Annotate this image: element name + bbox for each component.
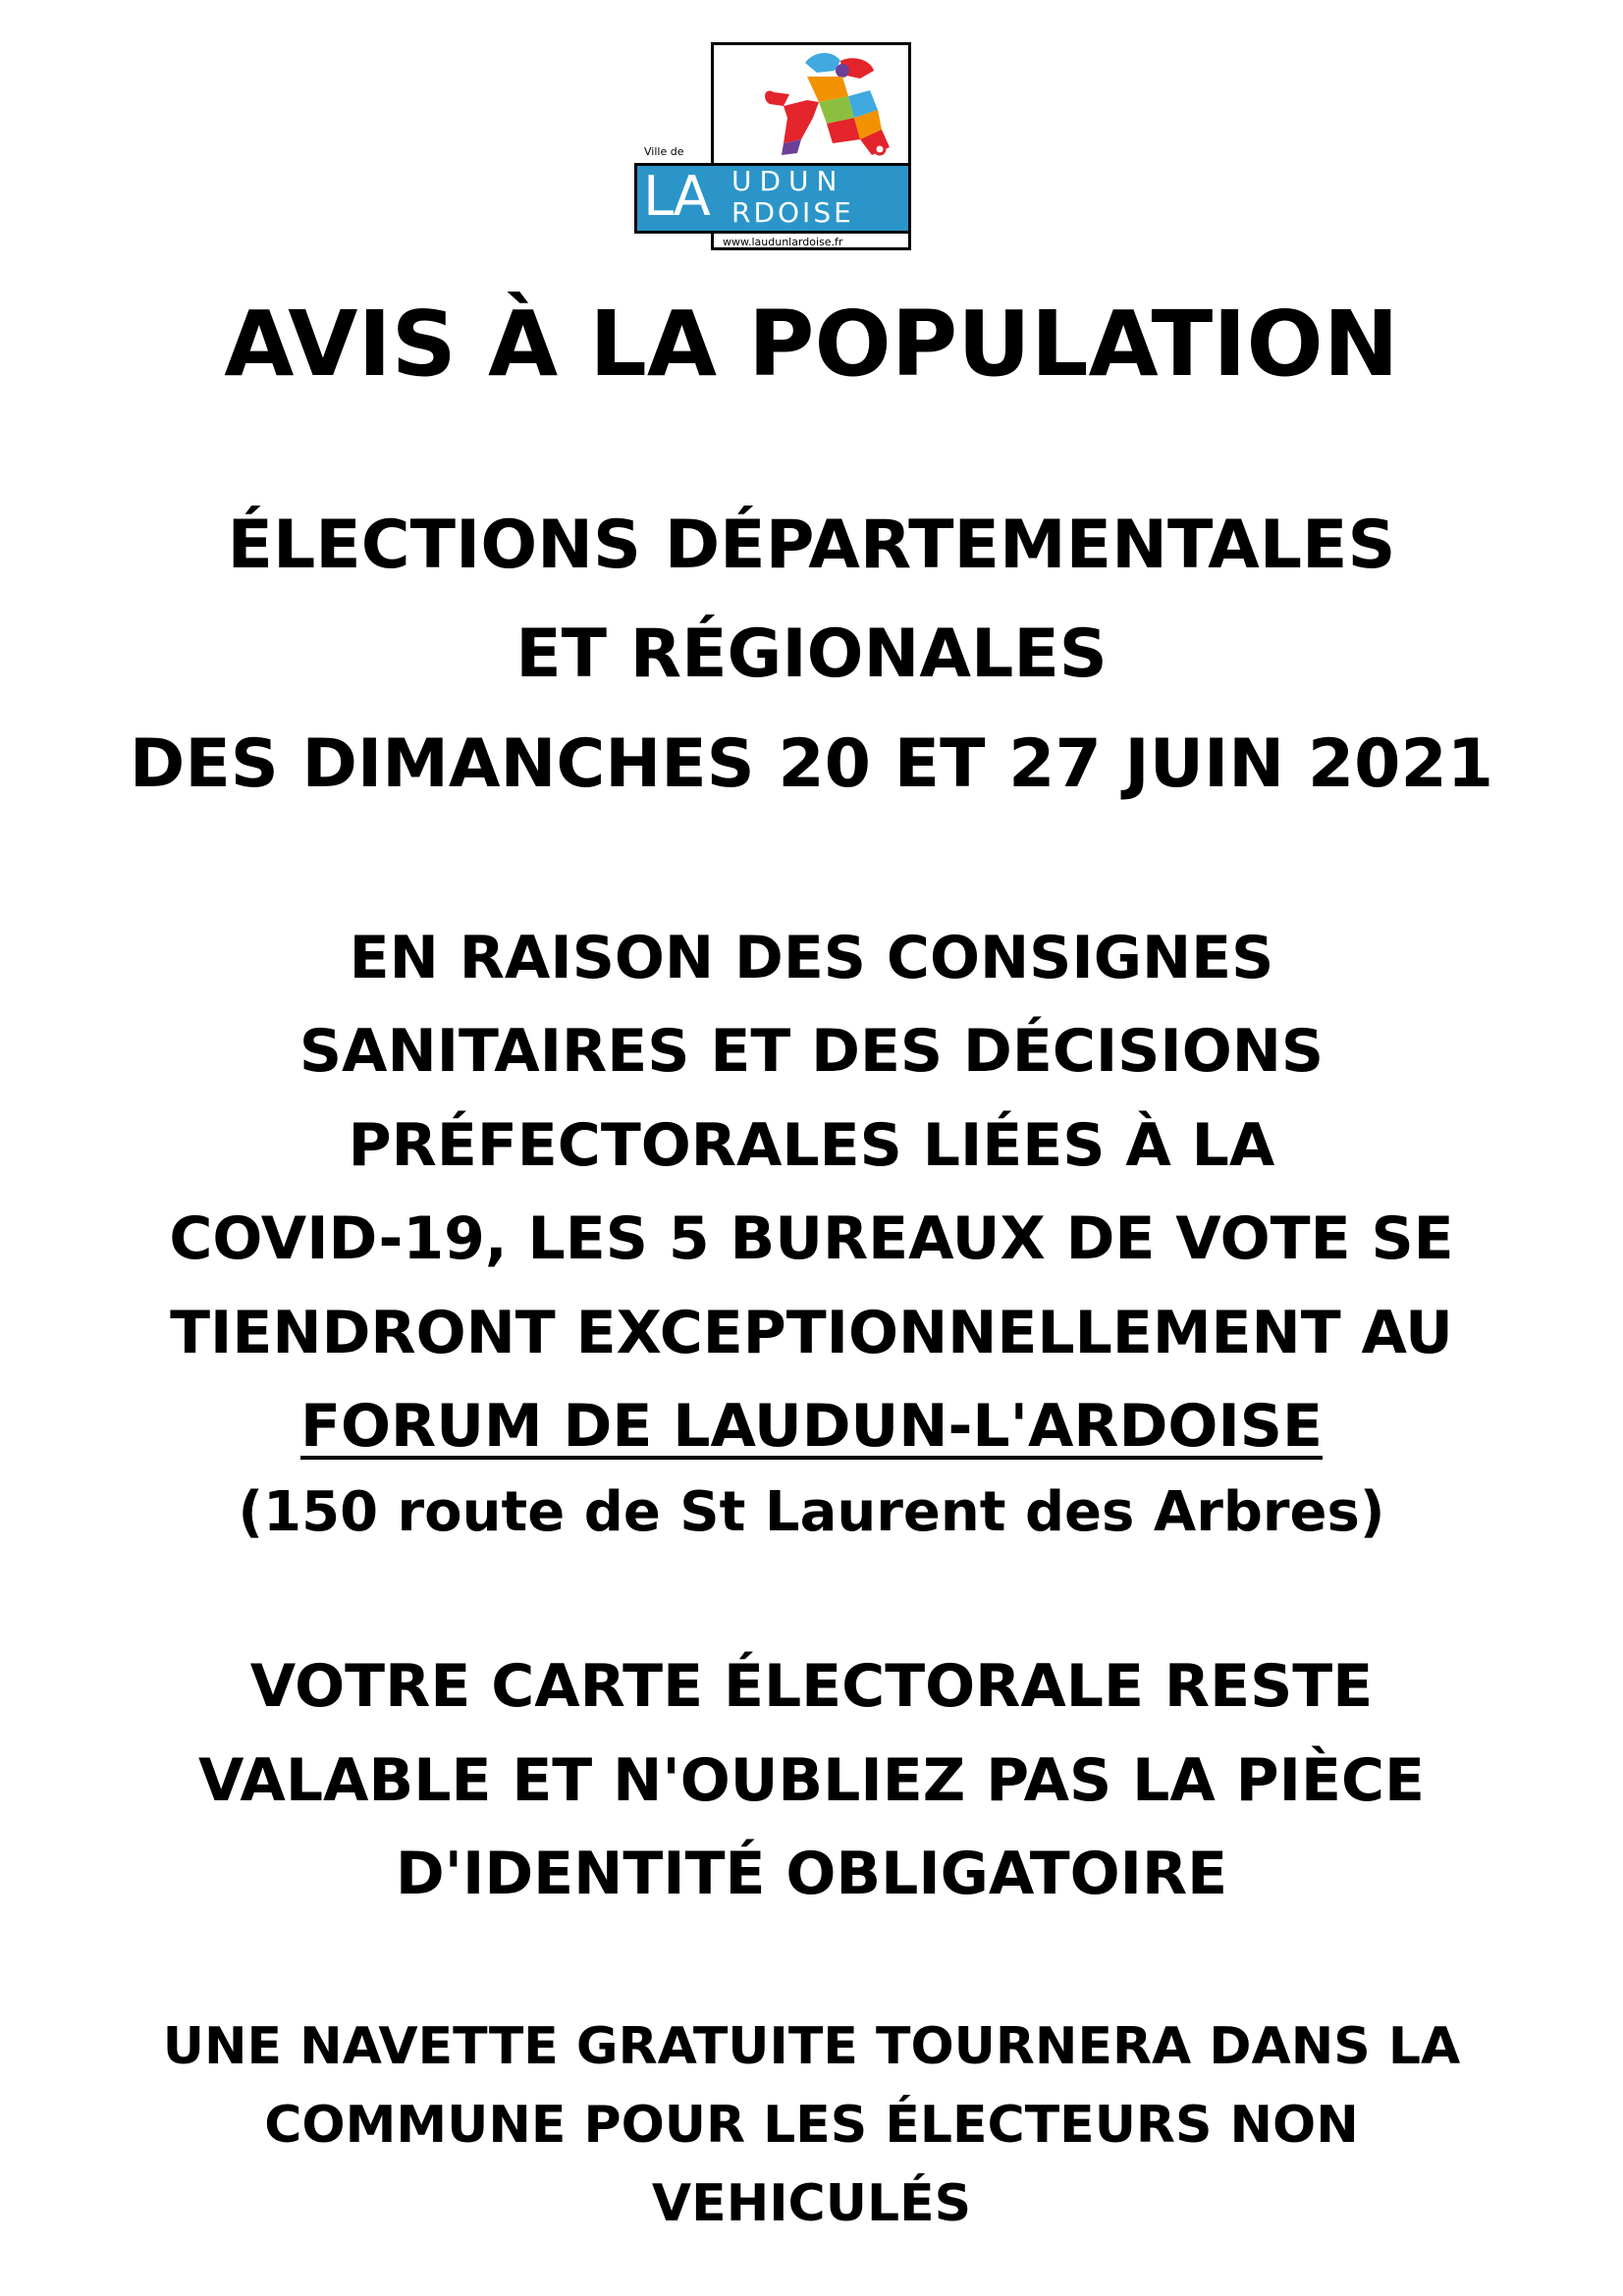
page-title: AVIS À LA POPULATION xyxy=(224,292,1399,397)
shuttle-line-1: UNE NAVETTE GRATUITE TOURNERA DANS LA xyxy=(162,2017,1461,2076)
forum-address: (150 route de St Laurent des Arbres) xyxy=(238,1480,1385,1544)
shuttle-line-3: VEHICULÉS xyxy=(651,2174,972,2233)
notice-line-1: EN RAISON DES CONSIGNES xyxy=(349,924,1274,992)
logo-figure-icon xyxy=(744,49,892,159)
notice-line-4: COVID-19, LES 5 BUREAUX DE VOTE SE xyxy=(169,1204,1454,1273)
notice-line-3: PRÉFECTORALES LIÉES À LA xyxy=(348,1111,1275,1180)
subtitle-line-2: ET RÉGIONALES xyxy=(515,615,1108,693)
card-line-3: D'IDENTITÉ OBLIGATOIRE xyxy=(395,1840,1228,1908)
notice-line-5: TIENDRONT EXCEPTIONNELLEMENT AU xyxy=(170,1299,1453,1367)
logo-url: www.laudunlardoise.fr xyxy=(723,236,843,248)
subtitle-line-1: ÉLECTIONS DÉPARTEMENTALES xyxy=(227,507,1396,584)
logo-name-block xyxy=(634,163,911,234)
forum-location: FORUM DE LAUDUN-L'ARDOISE xyxy=(300,1392,1323,1461)
shuttle-line-2: COMMUNE POUR LES ÉLECTEURS NON xyxy=(264,2096,1359,2155)
logo-la: LA xyxy=(643,165,709,229)
card-line-1: VOTRE CARTE ÉLECTORALE RESTE xyxy=(249,1652,1374,1721)
town-logo xyxy=(634,39,917,255)
notice-line-2: SANITAIRES ET DES DÉCISIONS xyxy=(298,1017,1325,1086)
logo-udun: UDUN xyxy=(731,165,845,197)
logo-rdoise: RDOISE xyxy=(731,196,854,229)
logo-ville-de: Ville de xyxy=(644,145,684,158)
subtitle-line-3: DES DIMANCHES 20 ET 27 JUIN 2021 xyxy=(129,725,1494,803)
card-line-2: VALABLE ET N'OUBLIEZ PAS LA PIÈCE xyxy=(198,1746,1425,1815)
